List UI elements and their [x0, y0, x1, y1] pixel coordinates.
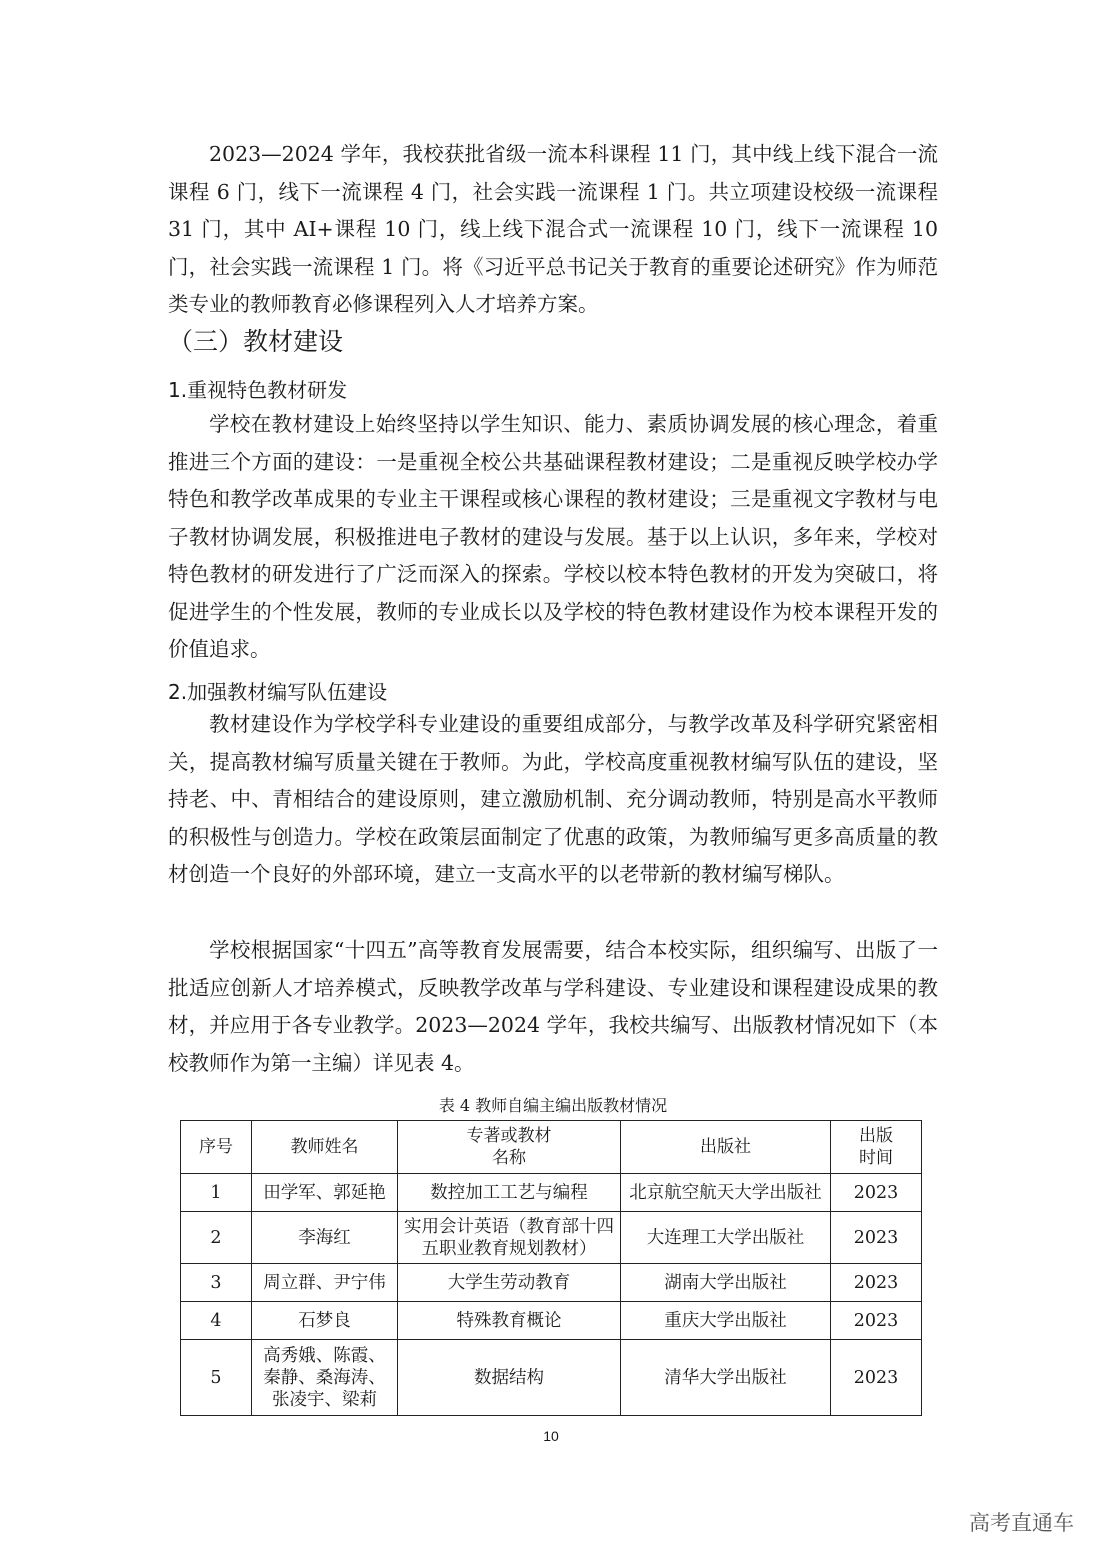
cell-index: 1 — [181, 1174, 252, 1212]
header-publish-year — [831, 1121, 922, 1174]
cell-publish-year: 2023 — [831, 1174, 922, 1212]
table-row — [181, 1264, 922, 1302]
cell-teacher-name: 高秀娥、陈霞、秦静、桑海涛、张凌宇、梁莉 — [252, 1340, 398, 1416]
cell-book-title: 实用会计英语（教育部十四五职业教育规划教材） — [398, 1212, 621, 1264]
header-teacher-name: 教师姓名 — [252, 1121, 398, 1174]
paragraph-published-textbooks: 学校根据国家“十四五”高等教育发展需要，结合本校实际，组织编写、出版了一批适应创新人才培养模式，反映教学改革与学科建设、专业建设和课程建设成果的教材，并应用于各专业教学。2023—2024 学年，我校共编写、出版教材情况如下（本校教师作为第一主编）详见表 4。 — [168, 938, 938, 1075]
cell-publish-year: 2023 — [831, 1340, 922, 1416]
header-publish-year-text: 出版 时间 — [859, 1126, 893, 1168]
cell-publish-year: 2023 — [831, 1302, 922, 1340]
cell-index: 4 — [181, 1302, 252, 1340]
cell-publish-year: 2023 — [831, 1212, 922, 1264]
cell-publisher: 湖南大学出版社 — [621, 1264, 831, 1302]
header-book-title-text: 专著或教材 名称 — [466, 1126, 552, 1168]
cell-publish-year: 2023 — [831, 1264, 922, 1302]
paragraph-writing-team: 教材建设作为学校学科专业建设的重要组成部分，与教学改革及科学研究紧密相关，提高教材编写质量关键在于教师。为此，学校高度重视教材编写队伍的建设，坚持老、中、青相结合的建设原则，建立激励机制、充分调动教师，特别是高水平教师的积极性与创造力。学校在政策层面制定了优惠的政策，为教师编写更多高质量的教材创造一个良好的外部环境，建立一支高水平的以老带新的教材编写梯队。 — [168, 712, 938, 886]
subheading-feature-textbooks: 1.重视特色教材研发 — [168, 378, 348, 402]
paragraph-first-class-courses: 2023—2024 学年，我校获批省级一流本科课程 11 门，其中线上线下混合一流课程 6 门，线下一流课程 4 门，社会实践一流课程 1 门。共立项建设校级一流课程 31 门，其中 AI+课程 10 门，线上线下混合式一流课程 10 门，线下一流课程 10 门，社会实践一流课程 1 门。将《习近平总书记关于教育的重要论述研究》作为师范类专业的教师教育必修课程列入人才培养方案。 — [168, 142, 938, 316]
cell-book-title: 数据结构 — [398, 1340, 621, 1416]
table-header-row — [181, 1121, 922, 1174]
cell-book-title: 特殊教育概论 — [398, 1302, 621, 1340]
cell-teacher-name: 田学军、郭延艳 — [252, 1174, 398, 1212]
cell-book-title: 大学生劳动教育 — [398, 1264, 621, 1302]
textbook-table — [180, 1120, 922, 1416]
cell-book-title: 数控加工工艺与编程 — [398, 1174, 621, 1212]
watermark-text: 高考直通车 — [969, 1511, 1074, 1535]
table-row — [181, 1212, 922, 1264]
cell-index: 2 — [181, 1212, 252, 1264]
section-heading-textbook-construction: （三）教材建设 — [168, 327, 344, 356]
cell-teacher-name: 李海红 — [252, 1212, 398, 1264]
table-caption: 表 4 教师自编主编出版教材情况 — [438, 1096, 668, 1115]
header-publisher: 出版社 — [621, 1121, 831, 1174]
cell-index: 3 — [181, 1264, 252, 1302]
table-row — [181, 1174, 922, 1212]
cell-index: 5 — [181, 1340, 252, 1416]
cell-publisher: 清华大学出版社 — [621, 1340, 831, 1416]
cell-publisher: 大连理工大学出版社 — [621, 1212, 831, 1264]
subheading-writing-team: 2.加强教材编写队伍建设 — [168, 680, 388, 704]
cell-publisher: 北京航空航天大学出版社 — [621, 1174, 831, 1212]
cell-teacher-name: 石梦良 — [252, 1302, 398, 1340]
page-number: 10 — [543, 1428, 559, 1444]
header-index: 序号 — [181, 1121, 252, 1174]
cell-publisher: 重庆大学出版社 — [621, 1302, 831, 1340]
paragraph-feature-textbooks: 学校在教材建设上始终坚持以学生知识、能力、素质协调发展的核心理念，着重推进三个方面的建设：一是重视全校公共基础课程教材建设；二是重视反映学校办学特色和教学改革成果的专业主干课程或核心课程的教材建设；三是重视文字教材与电子教材协调发展，积极推进电子教材的建设与发展。基于以上认识，多年来，学校对特色教材的研发进行了广泛而深入的探索。学校以校本特色教材的开发为突破口，将促进学生的个性发展，教师的专业成长以及学校的特色教材建设作为校本课程开发的价值追求。 — [168, 412, 938, 661]
cell-teacher-name: 周立群、尹宁伟 — [252, 1264, 398, 1302]
header-book-title — [398, 1121, 621, 1174]
table-row — [181, 1340, 922, 1416]
table-row — [181, 1302, 922, 1340]
